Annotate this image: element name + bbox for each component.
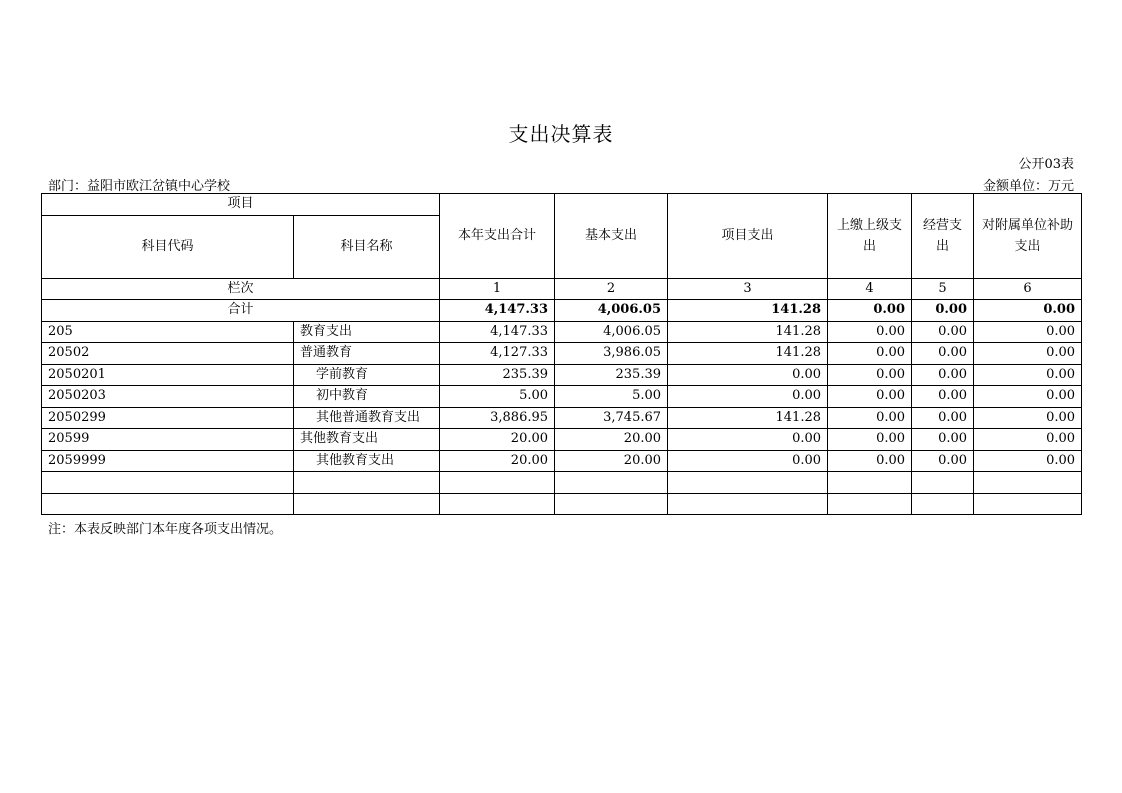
amount-cell: 0.00 [668,364,828,386]
amount-cell: 0.00 [974,321,1082,343]
amount-cell: 4,147.33 [440,321,555,343]
amount-cell: 0.00 [912,386,974,408]
header-basic-expenditure: 基本支出 [555,194,668,279]
subject-code-cell: 20599 [42,429,294,451]
total-cell: 0.00 [828,300,912,322]
subject-code-cell: 2059999 [42,450,294,472]
amount-cell: 0.00 [828,364,912,386]
header-project-expenditure: 项目支出 [668,194,828,279]
empty-cell [294,472,440,494]
index-cell: 6 [974,278,1082,300]
empty-row [42,493,1082,515]
amount-cell: 0.00 [912,450,974,472]
total-cell: 4,006.05 [555,300,668,322]
department-label: 部门：益阳市欧江岔镇中心学校 [48,179,231,194]
total-row [42,300,1082,322]
amount-cell: 20.00 [555,429,668,451]
header-project: 项目 [42,194,440,216]
amount-cell: 0.00 [668,450,828,472]
subject-code-cell: 205 [42,321,294,343]
amount-cell: 0.00 [668,429,828,451]
header-subject-name: 科目名称 [294,215,440,278]
amount-cell: 4,006.05 [555,321,668,343]
subject-name-cell: 其他教育支出 [294,450,440,472]
amount-cell: 235.39 [440,364,555,386]
amount-cell: 0.00 [828,407,912,429]
amount-cell: 5.00 [555,386,668,408]
amount-cell: 20.00 [440,429,555,451]
empty-cell [440,493,555,515]
index-row [42,278,1082,300]
table-row [42,407,1082,429]
amount-cell: 4,127.33 [440,343,555,365]
amount-unit-label: 金额单位：万元 [982,179,1074,194]
expenditure-table [41,193,1082,515]
subject-name-cell: 其他教育支出 [294,429,440,451]
header-row-project [42,194,1082,216]
header-subsidy-affiliates: 对附属单位补助支出 [974,194,1082,279]
amount-cell: 0.00 [974,407,1082,429]
table-row [42,386,1082,408]
amount-cell: 0.00 [974,386,1082,408]
form-code: 公开03表 [1018,157,1074,172]
empty-cell [828,493,912,515]
amount-cell: 0.00 [828,450,912,472]
total-label: 合计 [42,300,440,322]
amount-cell: 0.00 [912,343,974,365]
amount-cell: 0.00 [974,450,1082,472]
amount-cell: 0.00 [828,429,912,451]
empty-cell [828,472,912,494]
subject-name-cell: 学前教育 [294,364,440,386]
amount-cell: 20.00 [440,450,555,472]
empty-cell [555,493,668,515]
amount-cell: 141.28 [668,407,828,429]
empty-cell [974,493,1082,515]
amount-cell: 5.00 [440,386,555,408]
amount-cell: 0.00 [828,343,912,365]
empty-cell [440,472,555,494]
empty-cell [912,493,974,515]
subject-code-cell: 20502 [42,343,294,365]
amount-cell: 0.00 [912,321,974,343]
amount-cell: 20.00 [555,450,668,472]
amount-cell: 0.00 [912,364,974,386]
amount-cell: 0.00 [668,386,828,408]
amount-cell: 3,986.05 [555,343,668,365]
table-row [42,429,1082,451]
total-cell: 141.28 [668,300,828,322]
table-row [42,321,1082,343]
amount-cell: 141.28 [668,343,828,365]
total-cell: 0.00 [974,300,1082,322]
amount-cell: 0.00 [912,407,974,429]
subject-code-cell: 2050201 [42,364,294,386]
amount-cell: 3,886.95 [440,407,555,429]
empty-cell [42,472,294,494]
subject-code-cell: 2050299 [42,407,294,429]
total-cell: 0.00 [912,300,974,322]
subject-code-cell: 2050203 [42,386,294,408]
header-operating-expenditure: 经营支出 [912,194,974,279]
amount-cell: 0.00 [974,343,1082,365]
amount-cell: 3,745.67 [555,407,668,429]
amount-cell: 141.28 [668,321,828,343]
empty-cell [555,472,668,494]
empty-cell [294,493,440,515]
subject-name-cell: 教育支出 [294,321,440,343]
amount-cell: 0.00 [974,364,1082,386]
amount-cell: 0.00 [974,429,1082,451]
table-row [42,343,1082,365]
amount-cell: 0.00 [828,321,912,343]
amount-cell: 0.00 [912,429,974,451]
subject-name-cell: 其他普通教育支出 [294,407,440,429]
header-remit-superior: 上缴上级支出 [828,194,912,279]
page-title: 支出决算表 [508,122,614,146]
index-cell: 4 [828,278,912,300]
index-cell: 2 [555,278,668,300]
empty-cell [668,493,828,515]
index-cell: 3 [668,278,828,300]
empty-cell [974,472,1082,494]
index-cell: 5 [912,278,974,300]
header-total-expenditure: 本年支出合计 [440,194,555,279]
amount-cell: 235.39 [555,364,668,386]
table-note: 注：本表反映部门本年度各项支出情况。 [48,522,283,537]
subject-name-cell: 初中教育 [294,386,440,408]
index-label: 栏次 [42,278,440,300]
table-row [42,364,1082,386]
subject-name-cell: 普通教育 [294,343,440,365]
empty-cell [668,472,828,494]
total-cell: 4,147.33 [440,300,555,322]
amount-cell: 0.00 [828,386,912,408]
index-cell: 1 [440,278,555,300]
empty-cell [42,493,294,515]
empty-row [42,472,1082,494]
table-row [42,450,1082,472]
header-subject-code: 科目代码 [42,215,294,278]
empty-cell [912,472,974,494]
